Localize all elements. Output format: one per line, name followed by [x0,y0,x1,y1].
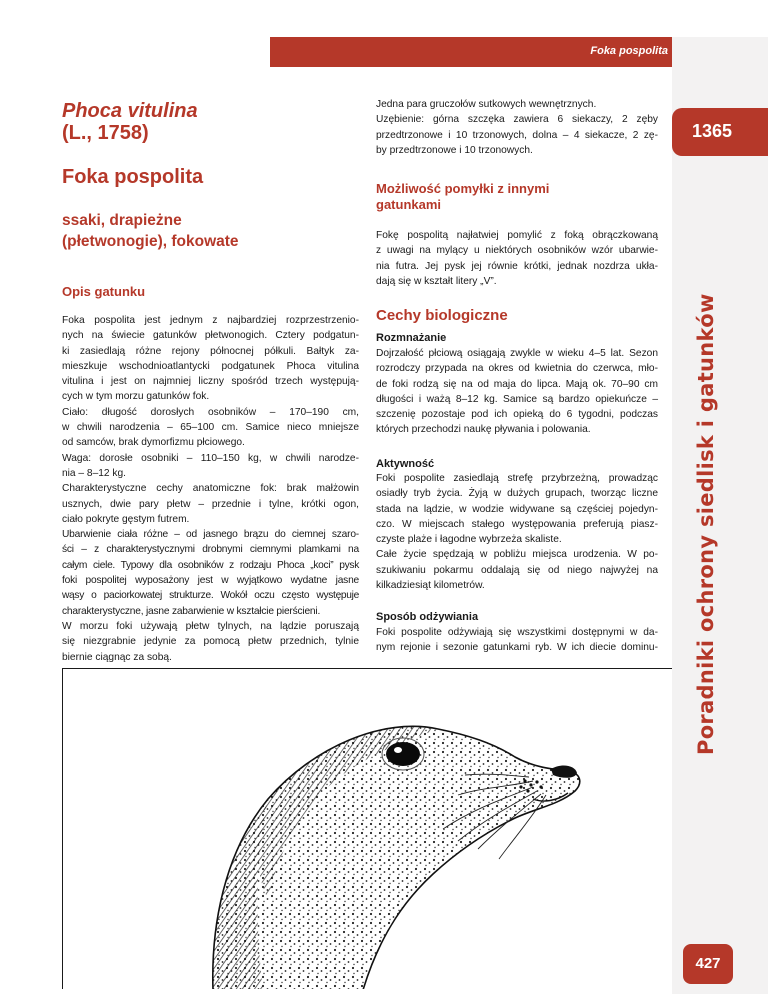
text-line: Ciało: długość dorosłych osobników – 170–190 cm, [62,406,359,418]
classification-line: ssaki, drapieżne [62,212,182,229]
text-line: usznych, dwie pary płetw – przednie i tylne, krótki ogon, [62,498,359,510]
text-line: przedtrzonowe i 10 trzonowych, dolna – 4 siekacze, 2 zę- [376,129,658,141]
biology-heading: Cechy biologiczne [376,307,508,324]
text-line: Dojrzałość płciową osiągają zwykle w wieku 4–5 lat. Sezon [376,348,658,359]
activity-text [376,471,658,593]
text-line: których przechodzi naukę pływania i polowania. [376,424,591,436]
text-line: nym rejonie i sezonie gatunkami ryb. W ich diecie dominu- [376,642,658,654]
text-line: ści – z charakterystycznymi drobnymi ciemnymi plamkami na [62,544,359,556]
text-line: całym ciele. Typowy dla osobników z rodzaju Phoca „koci” pysk [62,559,359,571]
text-line: ki zasiedlają różne rejony północnej półkuli. Bałtyk za- [62,345,359,357]
text-line: Ubarwienie ciała różne – od jasnego brązu do ciemnej szaro- [62,529,359,541]
text-line: w chwili narodzenia – 65–100 cm. Samice nieco mniejsze [62,422,359,434]
heading-line: gatunkami [376,197,442,212]
text-line: szczenię pozostaje pod ich opieką do 6 tygodni, podczas [376,409,658,421]
seal-illustration [62,668,672,989]
text-line: dają się w kształt litery „V”. [376,275,497,287]
text-line: długości i ważą 8–12 kg. Samice są bardzo opiekuńcze – [376,393,658,405]
text-line: W morzu foki używają płetw tylnych, na lądzie poruszają [62,620,359,632]
description-heading: Opis gatunku [62,284,146,299]
text-line: rozrodczy przypada na okres od kwietnia do czerwca, mło- [376,363,658,375]
series-title-vertical [694,293,738,755]
confusion-text [376,228,658,289]
anatomy-text [376,97,658,158]
common-name: Foka pospolita [62,166,204,188]
text-line: mieszkuje wschodnioatlantycki podgatunek Phoca vitulina [62,360,359,372]
classification-line: (płetwonogie), fokowate [62,233,239,250]
running-header [270,37,684,67]
text-line: nia – 8–12 kg. [62,467,127,479]
heading-line: Możliwość pomyłki z innymi [376,181,550,196]
reproduction-heading: Rozmnażanie [376,332,447,344]
text-line: by przedtrzonowe i 10 trzonowych. [376,144,533,156]
activity-heading: Aktywność [376,458,435,470]
text-line: cych w tym morzu gatunków fok. [62,391,210,403]
seal-eye [386,742,420,766]
section-number-tab [672,108,768,156]
text-line: osiadły tryb życia. Żyją w dużych grupach, tworząc liczne [376,488,658,500]
feeding-text [376,625,658,656]
text-line: się niezgrabnie jedynie za pomocą płetw przednich, tylnie [62,636,359,648]
text-line: Waga: dorosłe osobniki – 110–150 kg, w chwili narodze- [62,452,359,464]
text-line: Jedna para gruczołów sutkowych wewnętrznych. [376,99,597,110]
text-line: Fokę pospolitą najłatwiej pomylić z foką obrączkowaną [376,230,658,241]
text-line: Charakterystyczne cechy anatomiczne fok: brak małżowin [62,483,359,495]
series-title: Poradniki ochrony siedlisk i gatunków [694,293,718,755]
text-line: Foka pospolita jest jednym z najbardziej rozprzestrzenio- [62,315,359,326]
feeding-heading: Sposób odżywiania [376,611,479,623]
description-text [62,313,359,665]
text-line: stada na lądzie, w wodzie widywane są częściej pojedyn- [376,503,658,515]
text-line: vitulina i jest on najmniej liczny spośród trzech występują- [62,376,359,388]
text-line: kilkadziesiąt kilometrów. [376,580,485,592]
text-line: nia futra. Jej pysk jej równie krótki, jednak nozdrza ukła- [376,260,658,272]
text-line: Foki pospolite odżywiają się wszystkimi dostępnymi w da- [376,627,658,638]
classification [62,210,362,252]
page-number: 427 [695,955,721,972]
text-line: czo. W miejscach stałego występowania preferują piasz- [376,518,658,530]
text-line: od samców, brak dymorfizmu płciowego. [62,437,245,449]
text-line: Foki pospolite zasiedlają strefę przybrzeżną, prowadząc [376,473,658,484]
page-number-tab [683,944,733,984]
text-line: nych na świecie gatunków płetwonogich. Cztery podgatun- [62,330,359,342]
text-line: czyste plaże i łagodne wybrzeża skaliste. [376,534,562,546]
text-line: szukiwaniu pokarmu oddalają się od niego najwyżej na [376,564,658,576]
reproduction-text [376,346,658,438]
text-line: ciało pokryte gęstym futrem. [62,513,190,525]
confusion-heading [376,181,549,213]
text-line: wąsy o paciorkowatej strukturze. Wokół oczu często występuje [62,590,359,602]
taxon-author: (L., 1758) [62,122,149,144]
text-line: charakterystyczne, jasne zabarwienie w kształcie pierścieni. [62,605,321,617]
text-line: de foki rodzą się na od maja do lipca. Mają ok. 70–90 cm [376,378,658,390]
section-number: 1365 [692,121,733,141]
text-line: Uzębienie: górna szczęka zawiera 6 siekaczy, 2 zęby [376,114,658,126]
running-title: Foka pospolita [590,45,668,57]
text-line: Całe życie spędzają w pobliżu miejsca urodzenia. W po- [376,549,658,561]
text-line: foki pospolitej wyposażony jest w wyjątkowo wydatne jasne [62,575,359,587]
text-line: z uwagi na mylący u niektórych osobników wzór ubarwie- [376,245,658,257]
latin-name: Phoca vitulina [62,100,198,122]
text-line: biernie ciągnąc za sobą. [62,651,172,663]
